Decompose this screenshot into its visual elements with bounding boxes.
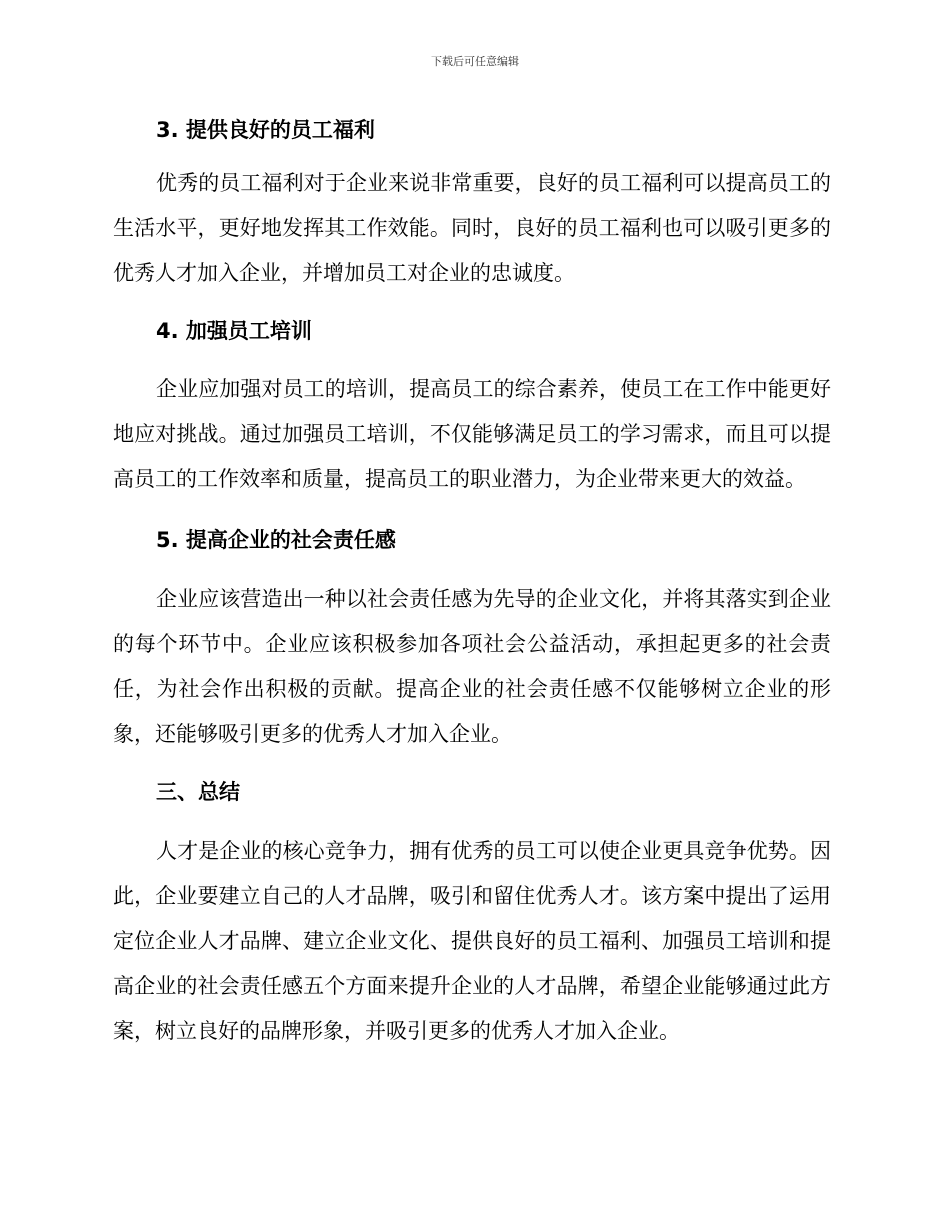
- page-header: 下载后可任意编辑: [431, 55, 519, 68]
- section-heading-employee-benefits: 3. 提供良好的员工福利: [156, 118, 375, 142]
- section-paragraph-summary: 人才是企业的核心竞争力，拥有优秀的员工可以使企业更具竞争优势。因此，企业要建立自己的人才品牌，吸引和留住优秀人才。该方案中提出了运用定位企业人才品牌、建立企业文化、提供良好的员工福利、加强员工培训和提高企业的社会责任感五个方面来提升企业的人才品牌，希望企业能够通过此方案，树立良好的品牌形象，并吸引更多的优秀人才加入企业。: [113, 839, 831, 1043]
- section-heading-employee-training: 4. 加强员工培训: [156, 319, 312, 343]
- section-heading-social-responsibility: 5. 提高企业的社会责任感: [156, 528, 396, 552]
- document-body: [113, 112, 831, 1054]
- section-paragraph-employee-benefits: 优秀的员工福利对于企业来说非常重要，良好的员工福利可以提高员工的生活水平，更好地发挥其工作效能。同时，良好的员工福利也可以吸引更多的优秀人才加入企业，并增加员工对企业的忠诚度。: [113, 171, 831, 285]
- section-paragraph-social-responsibility: 企业应该营造出一种以社会责任感为先导的企业文化，并将其落实到企业的每个环节中。企业应该积极参加各项社会公益活动，承担起更多的社会责任，为社会作出积极的贡献。提高企业的社会责任感不仅能够树立企业的形象，还能够吸引更多的优秀人才加入企业。: [113, 587, 831, 746]
- section-heading-summary: 三、总结: [156, 780, 240, 804]
- section-paragraph-employee-training: 企业应加强对员工的培训，提高员工的综合素养，使员工在工作中能更好地应对挑战。通过加强员工培训，不仅能够满足员工的学习需求，而且可以提高员工的工作效率和质量，提高员工的职业潜力，为企业带来更大的效益。: [113, 377, 831, 491]
